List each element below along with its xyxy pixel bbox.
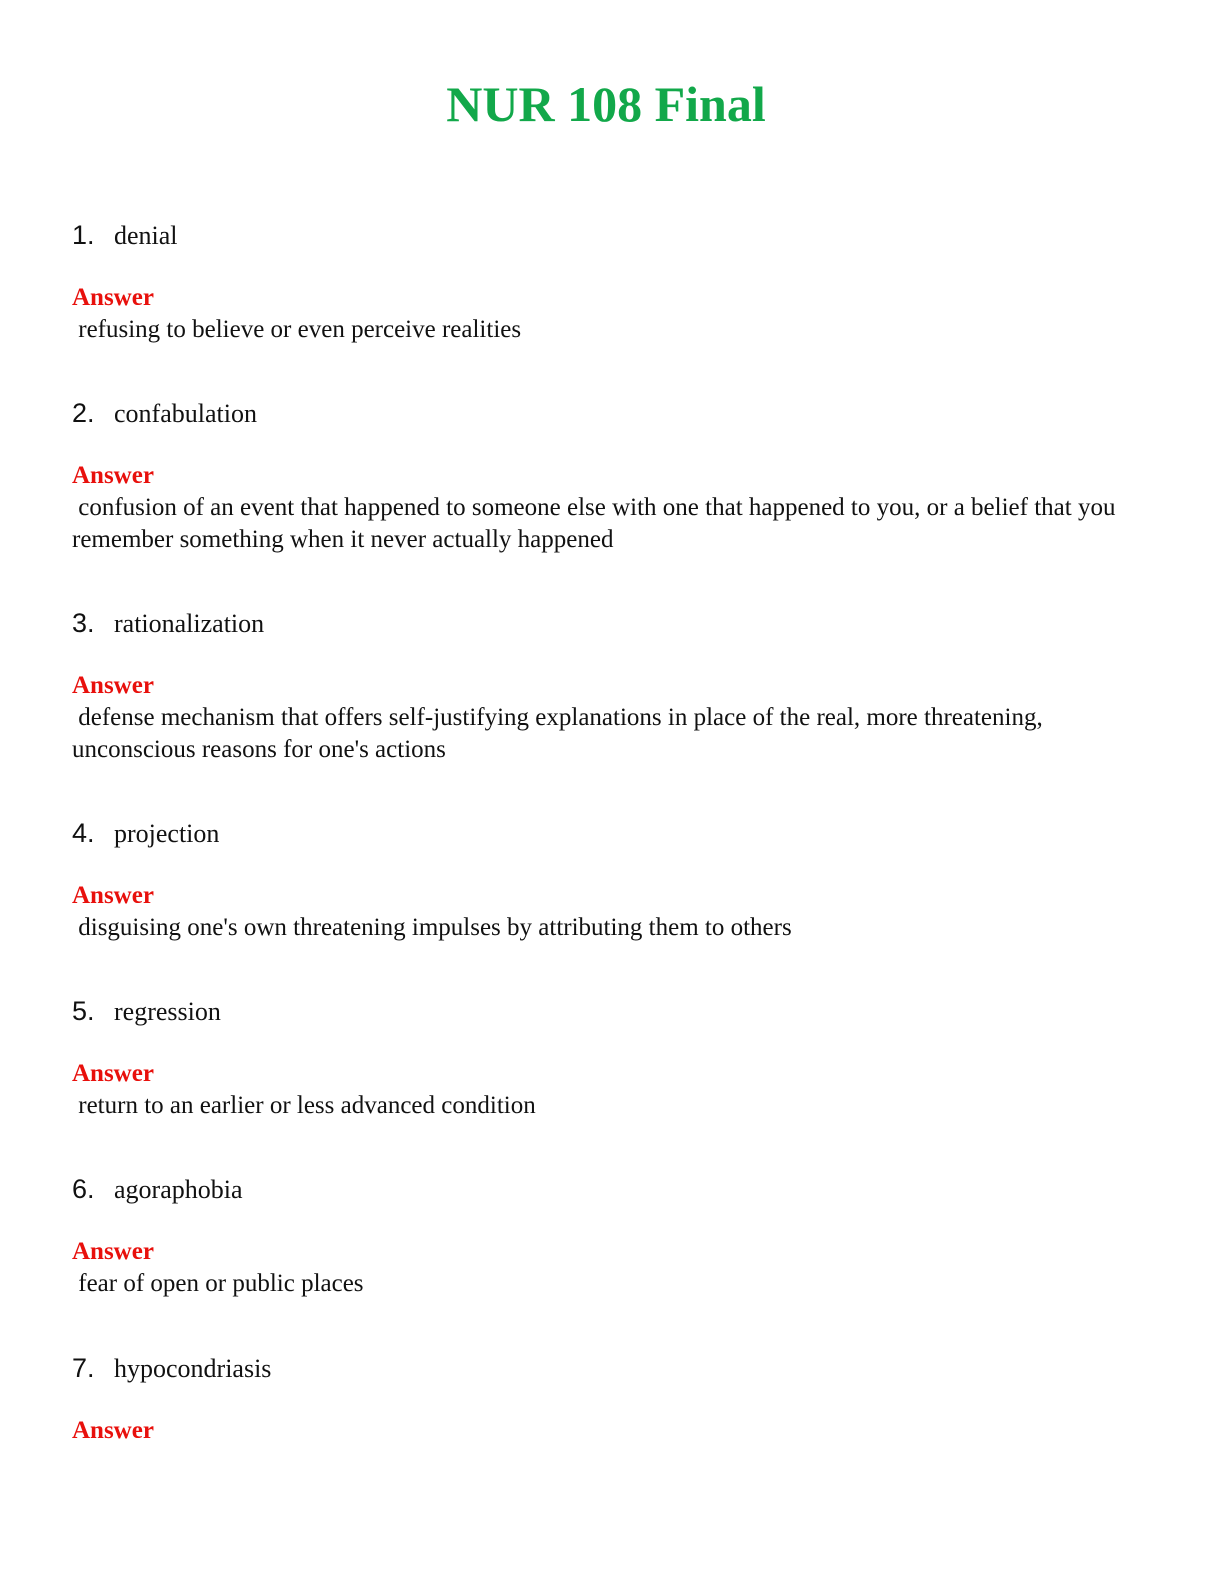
question-item-5 [72, 994, 1152, 1122]
answer-text: refusing to believe or even perceive realities [72, 316, 522, 343]
answer-text: fear of open or public places [72, 1270, 364, 1297]
answer-text: confusion of an event that happened to someone else with one that happened to you, or a belief that you remember something when it never actually happened [72, 494, 1122, 553]
question-term: confabulation [114, 399, 257, 428]
question-term: hypocondriasis [114, 1354, 272, 1383]
question-number: 7. [72, 1353, 95, 1383]
answer-text: disguising one's own threatening impulses by attributing them to others [72, 914, 792, 941]
question-number: 5. [72, 996, 95, 1026]
answer-text: defense mechanism that offers self-justifying explanations in place of the real, more threatening, unconscious reasons for one's actions [72, 704, 1049, 763]
question-item-3 [72, 606, 1152, 766]
question-term: rationalization [114, 609, 265, 638]
answer-label: Answer [72, 882, 154, 909]
question-number: 4. [72, 818, 95, 848]
answer-label: Answer [72, 284, 154, 311]
answer-text: return to an earlier or less advanced condition [72, 1092, 536, 1119]
answer-label: Answer [72, 1417, 154, 1444]
question-line [72, 816, 1152, 850]
question-term: agoraphobia [114, 1175, 243, 1204]
answer-label: Answer [72, 462, 154, 489]
question-line [72, 994, 1152, 1028]
question-line [72, 606, 1152, 640]
answer-label: Answer [72, 1060, 154, 1087]
question-number: 2. [72, 398, 95, 428]
question-term: denial [114, 221, 178, 250]
question-line [72, 1172, 1152, 1206]
question-item-6 [72, 1172, 1152, 1300]
document-title: NUR 108 Final [446, 76, 766, 132]
question-number: 3. [72, 608, 95, 638]
question-number: 6. [72, 1174, 95, 1204]
question-item-1 [72, 218, 1152, 346]
question-item-7 [72, 1351, 1152, 1447]
question-line [72, 218, 1152, 252]
question-term: regression [114, 997, 221, 1026]
question-line [72, 1351, 1152, 1385]
question-number: 1. [72, 220, 95, 250]
answer-label: Answer [72, 1238, 154, 1265]
question-line [72, 396, 1152, 430]
answer-label: Answer [72, 672, 154, 699]
question-item-2 [72, 396, 1152, 556]
question-term: projection [114, 819, 220, 848]
question-item-4 [72, 816, 1152, 944]
